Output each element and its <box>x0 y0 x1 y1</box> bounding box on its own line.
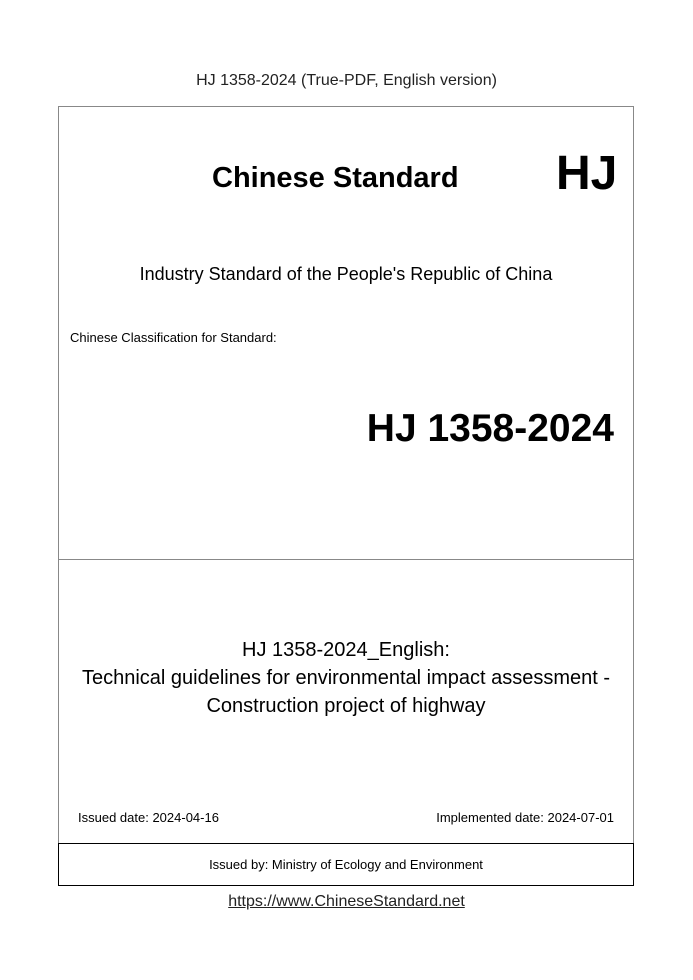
issued-date: Issued date: 2024-04-16 <box>78 810 219 825</box>
document-title-line-3: Construction project of highway <box>206 695 486 717</box>
page-header-title: HJ 1358-2024 (True-PDF, English version) <box>196 72 497 89</box>
document-title <box>58 636 634 720</box>
website-link[interactable]: https://www.ChineseStandard.net <box>228 893 465 910</box>
issued-by: Issued by: Ministry of Ecology and Environment <box>209 857 483 872</box>
implemented-date: Implemented date: 2024-07-01 <box>436 810 614 825</box>
standard-heading: Chinese Standard <box>212 162 459 194</box>
industry-standard-line: Industry Standard of the People's Republic of China <box>139 264 553 284</box>
document-title-line-2: Technical guidelines for environmental impact assessment - <box>81 667 611 689</box>
document-title-line-1: HJ 1358-2024_English: <box>242 639 450 661</box>
standard-number: HJ 1358-2024 <box>366 407 614 450</box>
classification-label: Chinese Classification for Standard: <box>70 330 277 345</box>
hj-mark: HJ <box>556 147 618 200</box>
